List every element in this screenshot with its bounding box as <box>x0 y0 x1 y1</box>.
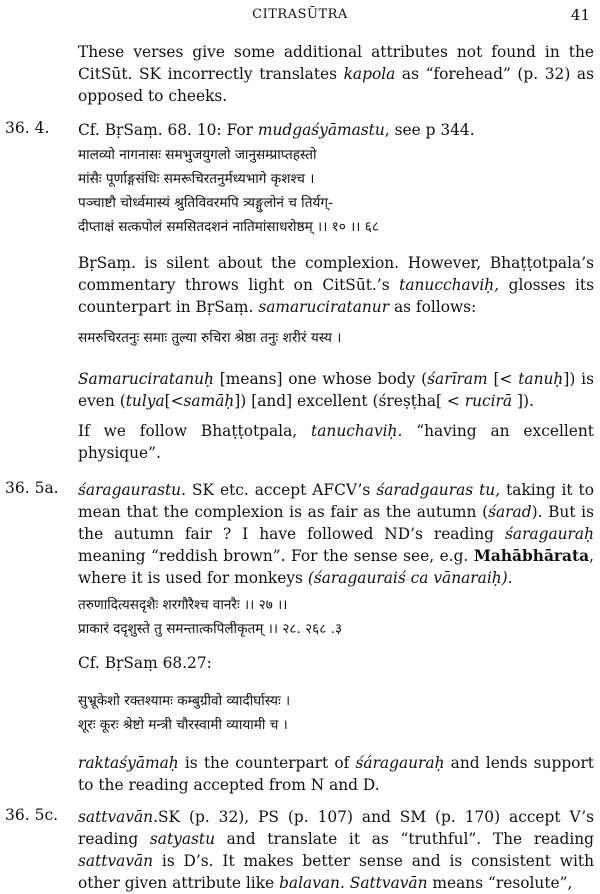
gloss-translation-block <box>78 368 594 412</box>
page-number: 41 <box>570 6 590 24</box>
gloss-verse-line: समरुचिरतनुः समाः तुल्या रुचिरा श्रेष्ठा तनुः शरीरं यस्य । <box>78 330 342 346</box>
entry-36-5a-body <box>78 479 594 589</box>
verse-line: प्राकारं ददृशुस्ते तु समन्तात्कपिलीकृतम् ।। २८. २६८ .३ <box>78 621 343 637</box>
brsam-verse-block <box>78 689 594 737</box>
verse-line: पञ्चाष्टौ चोर्ध्वमास्यं श्रुतिविवरमपि त्र्यङ्गुलोनं च तिर्यग्- <box>78 195 333 211</box>
follow-paragraph-block <box>78 420 594 464</box>
verse-line: मांसैः पूर्णाङ्गसंधिः समरूचिरतनुर्मध्यभागे कृशश्च । <box>78 171 315 187</box>
reference-line: Cf. BṛSaṃ. 68. 10: For mudgaśyāmastu, see p 344. <box>78 121 475 139</box>
entry-36-5c-body <box>78 806 594 894</box>
verse-line: सुभ्रूकेशो रक्तश्यामः कम्बुग्रीवो व्यादीर्घास्यः । <box>78 693 291 709</box>
verse-line: मालव्यो नागनासः समभुजयुगलो जानुसम्प्राप्तहस्तो <box>78 147 317 163</box>
intro-paragraph: These verses give some additional attributes not found in the CitSūt. SK incorrectly translates kapola as “forehead” (p. 32) as opposed to cheeks. <box>78 43 594 105</box>
entry-label: 36. 5a. <box>5 479 59 497</box>
entry-label: 36. 4. <box>5 119 50 137</box>
cf-reference-block <box>78 652 594 674</box>
entry-label: 36. 5c. <box>5 806 59 824</box>
entry-paragraph: śaragaurastu. SK etc. accept AFCV’s śaradgauras tu, taking it to mean that the complexion is as fair as the autumn (śarad). But is the autumn fair ? I have followed ND’s reading śaragauraḥ meaning “reddish brown”. For the sense see, e.g. Mahābhārata, where it is used for monkeys (śaragauraiś ca vānaraiḥ). <box>78 481 594 587</box>
sanskrit-verse-block <box>78 143 594 239</box>
mahabharata-verse-block <box>78 593 594 641</box>
intro-paragraph-block <box>78 41 594 107</box>
gloss-verse-block <box>78 326 594 350</box>
verse-line: दीप्ताक्षं सत्कपोलं समसितदशनं नातिमांसाधरोष्ठम् ।। १० ।। ६८ <box>78 219 379 235</box>
running-title: CITRASŪTRA <box>252 7 348 22</box>
entry-paragraph: sattvavān.SK (p. 32), PS (p. 107) and SM (p. 170) accept V’s reading satyastu and translate it as “truthful”. The reading sattvavān is D’s. It makes better sense and is consistent with other given attribute like balavan. Sattvavān means “resolute”, <box>78 808 594 892</box>
entry-36-4-body <box>78 119 594 141</box>
counterpart-paragraph-block <box>78 752 594 796</box>
counterpart-paragraph: raktaśyāmaḥ is the counterpart of śáragauraḥ and lends support to the reading accepted from N and D. <box>78 754 594 794</box>
commentary-paragraph-block <box>78 252 594 318</box>
gloss-translation: Samaruciratanuḥ [means] one whose body (śarīram [< tanuḥ]) is even (tulya[<samāḥ]) [and] excellent (śreṣṭha[ < rucirā ]). <box>78 370 594 410</box>
follow-paragraph: If we follow Bhaṭṭotpala, tanuchaviḥ. “having an excellent physique”. <box>78 422 594 462</box>
verse-line: शूरः कूरः श्रेष्टो मन्त्री चौरस्वामी व्यायामी च । <box>78 717 288 733</box>
commentary-paragraph: BṛSaṃ. is silent about the complexion. However, Bhaṭṭotpala’s commentary throws light on CitSūt.’s tanucchaviḥ, glosses its counterpart in BṛSaṃ. samaruciratanur as follows: <box>78 254 594 316</box>
verse-line: तरुणादित्यसदृशैः शरगौरैश्च वानरैः ।। २७ ।। <box>78 597 288 613</box>
cf-reference-line: Cf. BṛSaṃ 68.27: <box>78 654 212 672</box>
